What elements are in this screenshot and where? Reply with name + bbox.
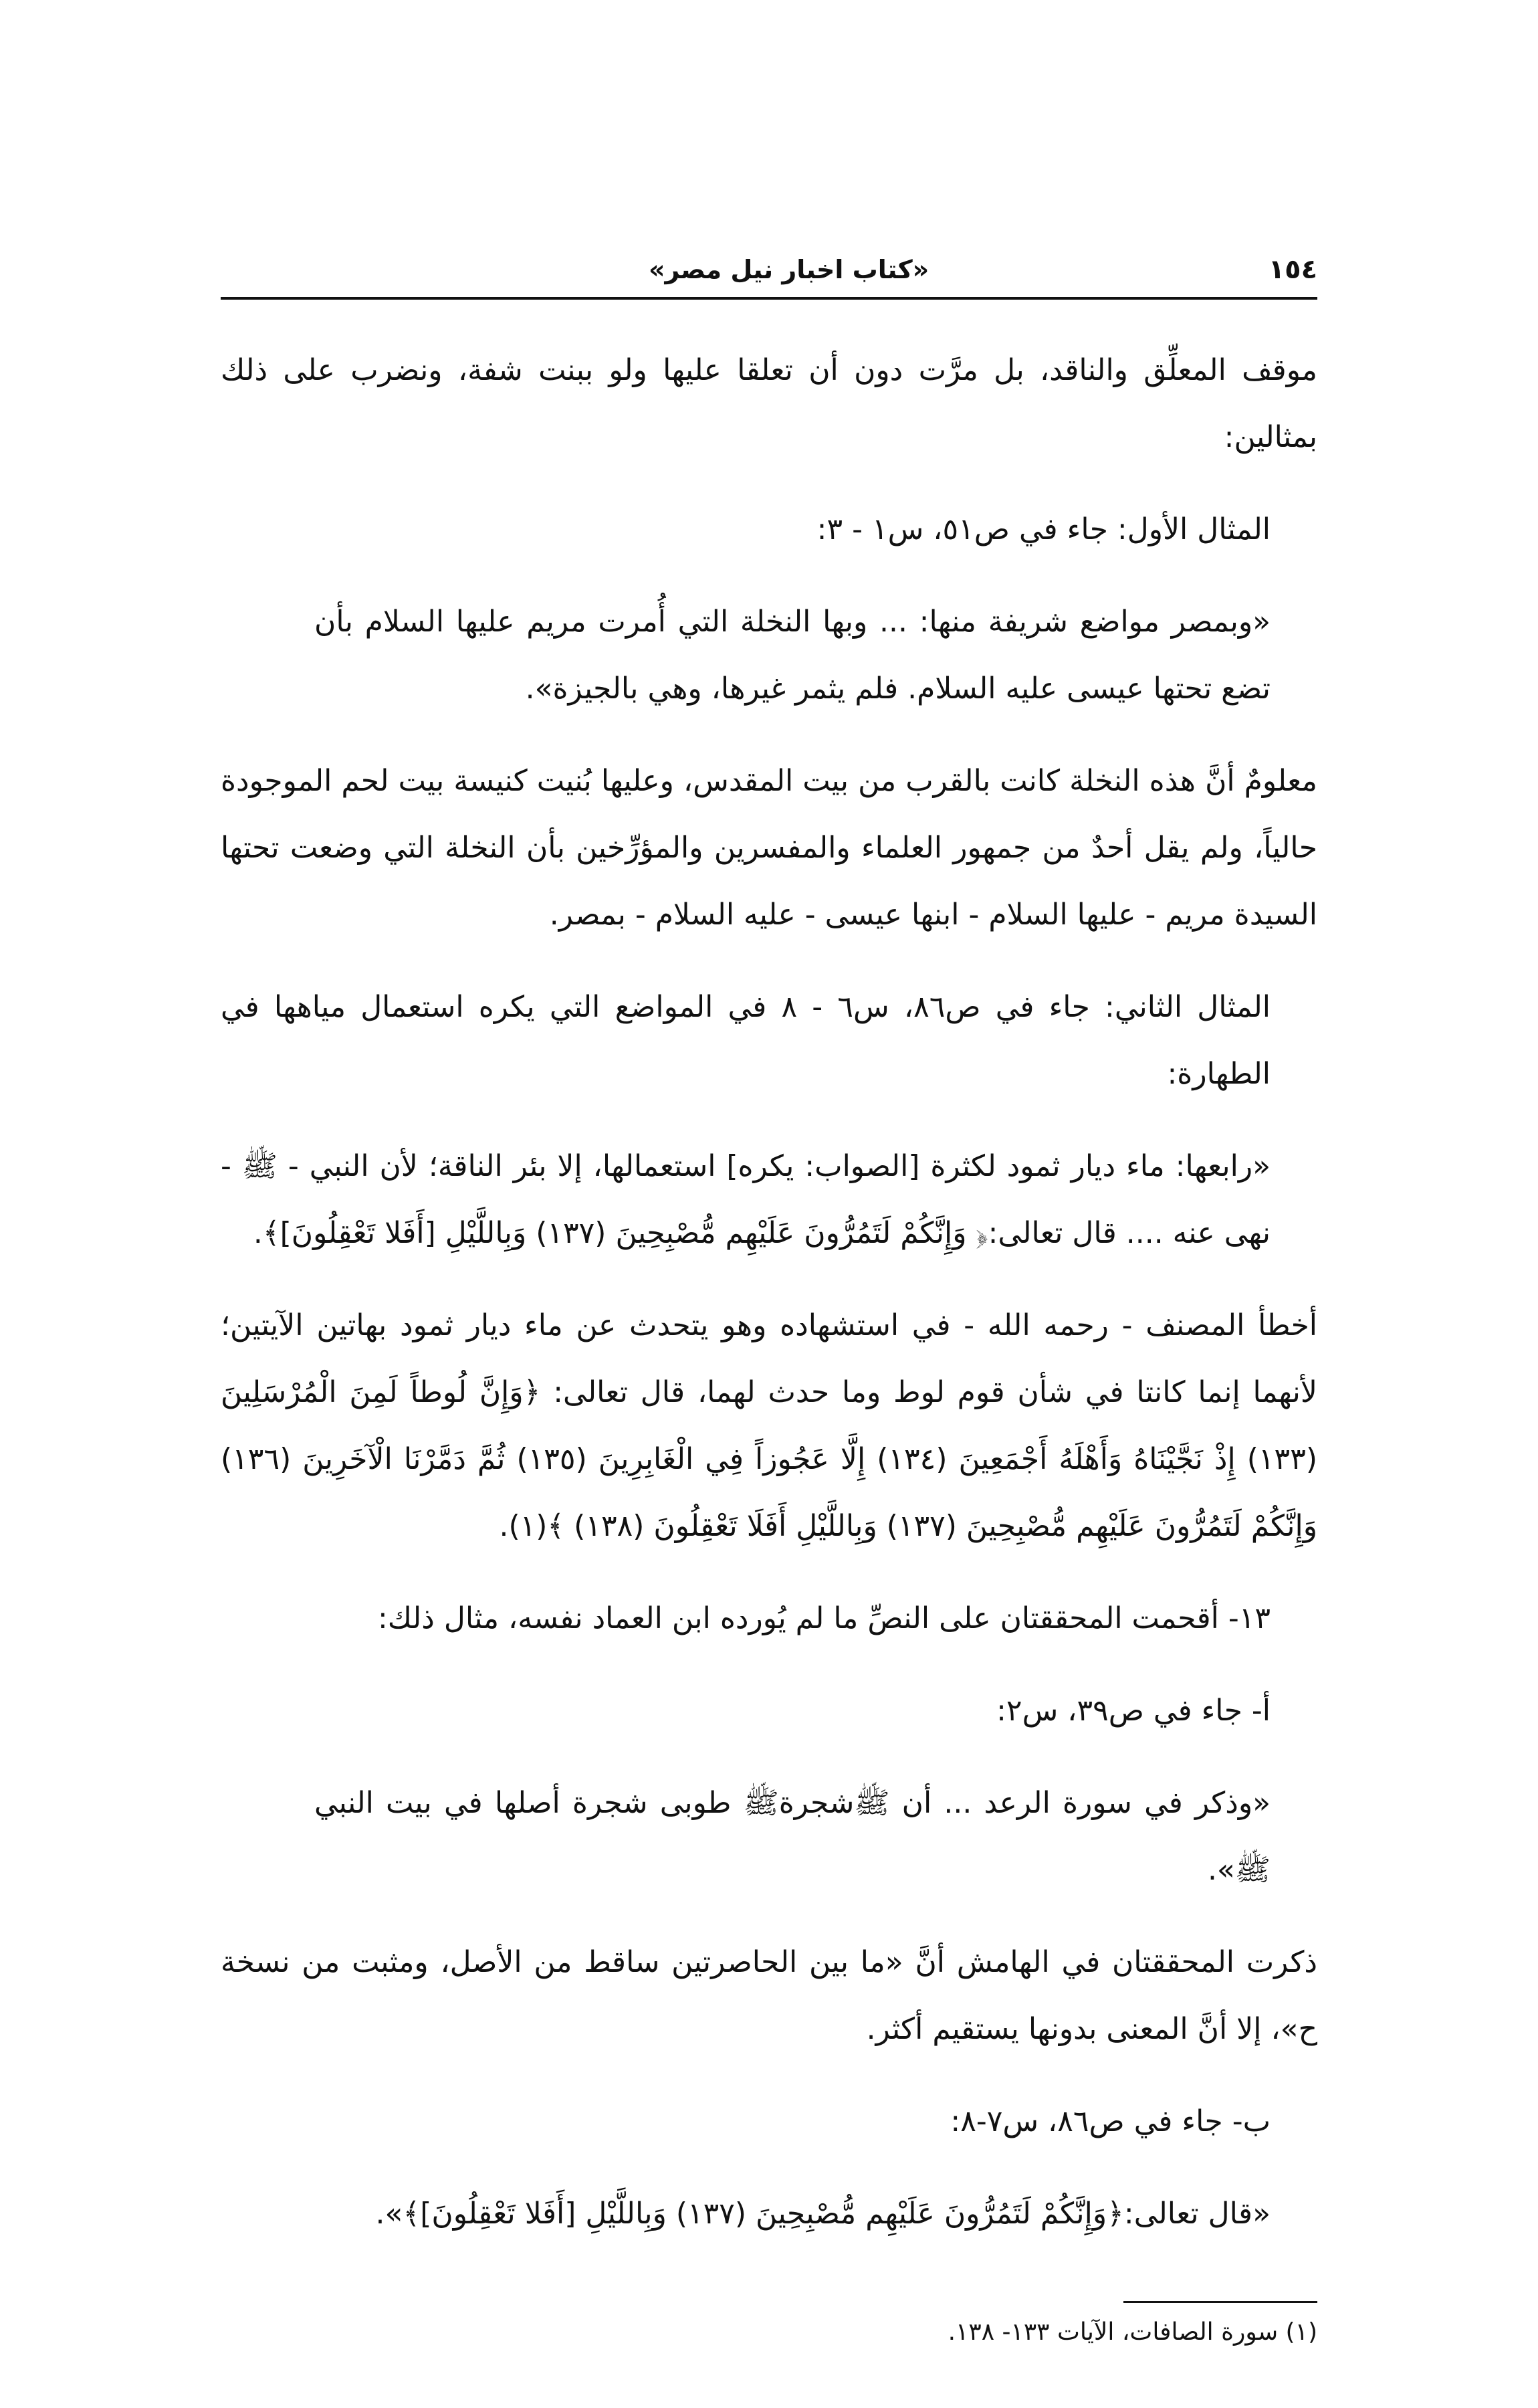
- point-13-heading: ١٣- أقحمت المحققتان على النصِّ ما لم يُورده ابن العماد نفسه، مثال ذلك:: [377, 1601, 1271, 1635]
- paragraph-nile-palm: معلومٌ أنَّ هذه النخلة كانت بالقرب من بيت المقدس، وعليها بُنيت كنيسة بيت لحم الموجودة حالياً، ولم يقل أحدٌ من جمهور العلماء والمفسرين والمؤرِّخين بأن النخلة التي وضعت تحتها السيدة مريم - عليها السلام - ابنها عيسى - عليه السلام - بمصر.: [221, 764, 1317, 932]
- quote-3: «وذكر في سورة الرعد ... أن ﷺشجرةﷺ طوبى شجرة أصلها في بيت النبي ﷺ».: [314, 1786, 1271, 1887]
- quote-2: «رابعها: ماء ديار ثمود لكثرة [الصواب: يكره] استعمالها، إلا بئر الناقة؛ لأن النبي - ﷺ - نهى عنه .... قال تعالى:﴿ وَإِنَّكُمْ لَتَمُرُّونَ عَلَيْهِم مُّصْبِحِينَ (١٣٧) وَبِاللَّيْلِ [أَفَلا تَعْقِلُونَ]﴾.: [221, 1149, 1271, 1250]
- footnote: (١) سورة الصافات، الآيات ١٣٣- ١٣٨.: [948, 2318, 1317, 2346]
- page-header: [221, 254, 1317, 300]
- book-page: [221, 254, 1317, 2352]
- paragraph-author-error: أخطأ المصنف - رحمه الله - في استشهاده وهو يتحدث عن ماء ديار ثمود بهاتين الآيتين؛ لأنهما إنما كانتا في شأن قوم لوط وما حدث لهما، قال تعالى: ﴿وَإِنَّ لُوطاً لَمِنَ الْمُرْسَلِينَ (١٣٣) إِذْ نَجَّيْنَاهُ وَأَهْلَهُ أَجْمَعِينَ (١٣٤) إِلَّا عَجُوزاً فِي الْغَابِرِينَ (١٣٥) ثُمَّ دَمَّرْنَا الْآخَرِينَ (١٣٦) وَإِنَّكُمْ لَتَمُرُّونَ عَلَيْهِم مُّصْبِحِينَ (١٣٧) وَبِاللَّيْلِ أَفَلَا تَعْقِلُونَ (١٣٨) ﴾(١).: [221, 1308, 1317, 1543]
- example-one-heading: المثال الأول: جاء في ص٥١، س١ - ٣:: [816, 512, 1271, 546]
- paragraph-1: موقف المعلِّق والناقد، بل مرَّت دون أن تعلقا عليها ولو ببنت شفة، ونضرب على ذلك بمثالين:: [221, 353, 1317, 454]
- running-title: «كتاب اخبار نيل مصر»: [649, 255, 929, 284]
- example-two-heading: المثال الثاني: جاء في ص٨٦، س٦ - ٨ في المواضع التي يكره استعمال مياهها في الطهارة:: [221, 990, 1271, 1091]
- sub-point-a: أ- جاء في ص٣٩، س٢:: [996, 1694, 1271, 1728]
- paragraph-margin-note: ذكرت المحققتان في الهامش أنَّ «ما بين الحاصرتين ساقط من الأصل، ومثبت من نسخة ح»، إلا أنَّ المعنى بدونها يستقيم أكثر.: [221, 1945, 1317, 2046]
- page-number: ١٥٤: [1268, 254, 1317, 285]
- sub-point-b: ب- جاء في ص٨٦، س٧-٨:: [950, 2104, 1271, 2138]
- quote-4: «قال تعالى:﴿وَإِنَّكُمْ لَتَمُرُّونَ عَلَيْهِم مُّصْبِحِينَ (١٣٧) وَبِاللَّيْلِ [أَفَلا تَعْقِلُونَ]﴾».: [375, 2197, 1271, 2231]
- footnote-divider: [1123, 2301, 1317, 2303]
- quote-1: «وبمصر مواضع شريفة منها: ... وبها النخلة التي أُمرت مريم عليها السلام بأن تضع تحتها عيسى عليه السلام. فلم يثمر غيرها، وهي بالجيزة».: [314, 605, 1271, 706]
